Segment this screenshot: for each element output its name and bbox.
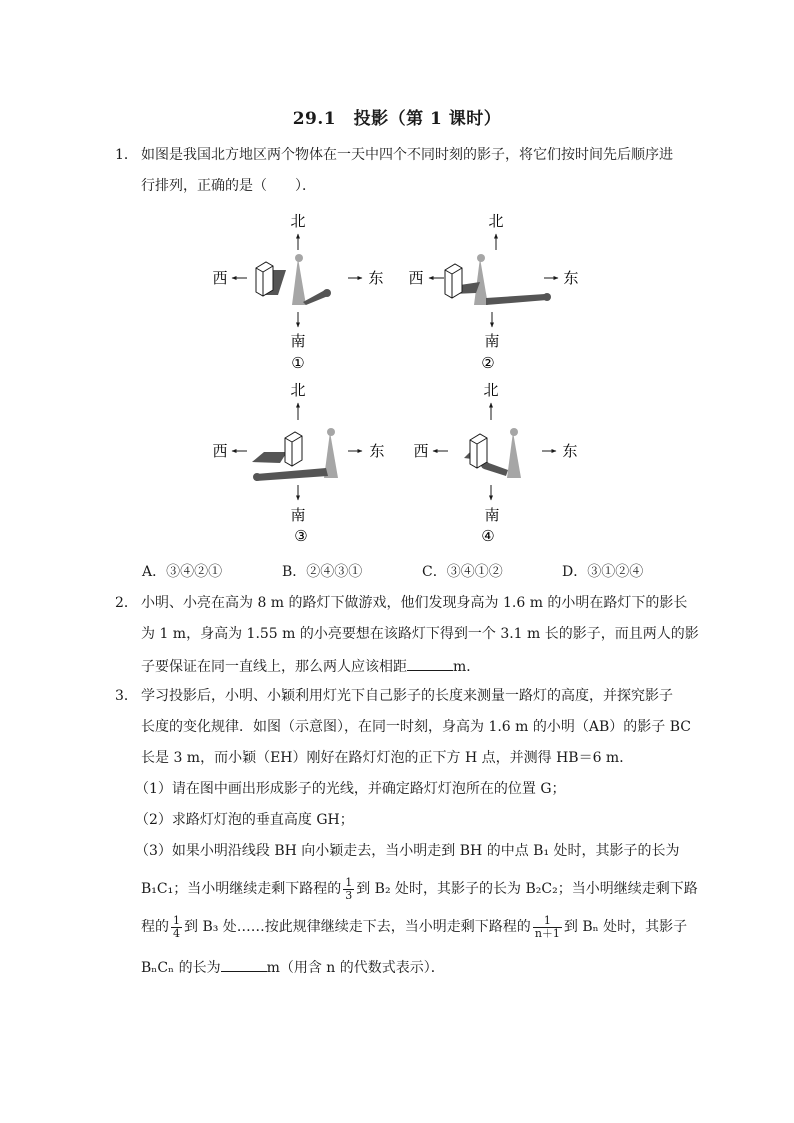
- option-d: D．③①②④: [562, 564, 644, 580]
- question-text: 小明、小亮在高为 8 m 的路灯下做游戏，他们发现身高为 1.6 m 的小明在路灯下的影长: [141, 595, 688, 611]
- numerator: 1: [533, 915, 562, 928]
- question-text: 学习投影后，小明、小颖利用灯光下自己影子的长度来测量一路灯的高度，并探究影子: [141, 688, 673, 704]
- box: [256, 262, 273, 296]
- text-segment: 到 Bₙ 处时，其影子: [563, 919, 688, 935]
- question-text: 如图是我国北方地区两个物体在一天中四个不同时刻的影子，将它们按时间先后顺序进: [141, 147, 673, 163]
- question-number: 2．: [115, 595, 138, 611]
- question-text: [141, 957, 445, 977]
- numerator: 1: [173, 913, 180, 927]
- option-b: B．②④③①: [282, 564, 363, 580]
- svg-text:东: 东: [562, 442, 578, 460]
- sub-question-2: （2）求路灯灯泡的垂直高度 GH；: [135, 812, 354, 828]
- figure-number: ①: [291, 354, 305, 372]
- question-text: 长是 3 m，而小颖（EH）刚好在路灯灯泡的正下方 H 点，并测得 HB＝6 m．: [141, 750, 634, 766]
- north-label: 北: [290, 212, 306, 230]
- east-label: 东: [368, 269, 384, 287]
- pole-shadow: [303, 290, 328, 305]
- sub-question-3: （3）如果小明沿线段 BH 向小颖走去，当小明走到 BH 的中点 B₁ 处时，其影子的长为: [135, 843, 680, 859]
- figure-3: [212, 381, 384, 545]
- text-segment: 子要保证在同一直线上，那么两人应该相距: [141, 659, 407, 675]
- svg-text:南: 南: [484, 506, 500, 524]
- answer-blank: [221, 957, 267, 972]
- fraction: [343, 877, 354, 902]
- question-text: 为 1 m，身高为 1.55 m 的小亮要想在该路灯下得到一个 3.1 m 长的影子，而且两人的影: [141, 626, 699, 642]
- sub-question-1: （1）请在图中画出形成影子的光线，并确定路灯灯泡所在的位置 G；: [135, 781, 566, 797]
- svg-text:③: ③: [294, 527, 308, 545]
- figure-2: [408, 212, 578, 372]
- text-segment: 到 B₂ 处时，其影子的长为 B₂C₂；当小明继续走剩下路: [356, 881, 698, 897]
- shadow-tip: [323, 289, 331, 297]
- street-lamp-pole: [292, 258, 306, 305]
- svg-text:②: ②: [481, 354, 495, 372]
- question-text: [141, 914, 687, 940]
- question-text: 行排列，正确的是（ ）．: [141, 178, 316, 194]
- denominator: 4: [173, 926, 180, 940]
- south-label: 南: [290, 332, 306, 350]
- svg-text:东: 东: [563, 269, 579, 287]
- numerator: 1: [345, 875, 353, 889]
- svg-text:西: 西: [413, 442, 429, 460]
- fraction: [533, 915, 562, 940]
- figure-1: [212, 212, 383, 372]
- svg-text:西: 西: [212, 442, 228, 460]
- answer-blank: [407, 656, 453, 671]
- option-c: C．③④①②: [422, 564, 503, 580]
- text-segment: 程的: [141, 919, 169, 935]
- option-a: A．③④②①: [142, 564, 223, 580]
- svg-text:南: 南: [484, 332, 500, 350]
- svg-text:④: ④: [481, 527, 495, 545]
- text-segment: BₙCₙ 的长为: [141, 960, 221, 976]
- lamp-bulb: [295, 254, 303, 262]
- text-segment: B₁C₁；当小明继续走剩下路程的: [141, 881, 342, 897]
- question-number: 3．: [115, 688, 138, 704]
- fraction: [171, 915, 182, 940]
- question-text: [141, 876, 698, 902]
- svg-text:东: 东: [369, 442, 385, 460]
- denominator: n＋1: [534, 926, 560, 940]
- denominator: 3: [345, 888, 353, 902]
- page-title: 29.1 投影（第 1 课时）: [292, 109, 502, 129]
- west-label: 西: [212, 269, 228, 287]
- svg-text:北: 北: [290, 381, 306, 399]
- text-segment: m．: [453, 659, 481, 675]
- box-shadow: [262, 270, 286, 295]
- text-segment: 到 B₃ 处……按此规律继续走下去，当小明走剩下路程的: [184, 919, 531, 935]
- question-number: 1．: [115, 147, 138, 163]
- svg-text:北: 北: [488, 212, 504, 230]
- text-segment: m（用含 n 的代数式表示）．: [266, 960, 445, 976]
- question-text: 长度的变化规律．如图（示意图），在同一时刻，身高为 1.6 m 的小明（AB）的影子 BC: [141, 719, 691, 735]
- figure-4: [413, 381, 577, 545]
- svg-text:西: 西: [408, 269, 424, 287]
- svg-text:南: 南: [290, 506, 306, 524]
- svg-text:北: 北: [483, 381, 499, 399]
- question-text: [141, 656, 480, 676]
